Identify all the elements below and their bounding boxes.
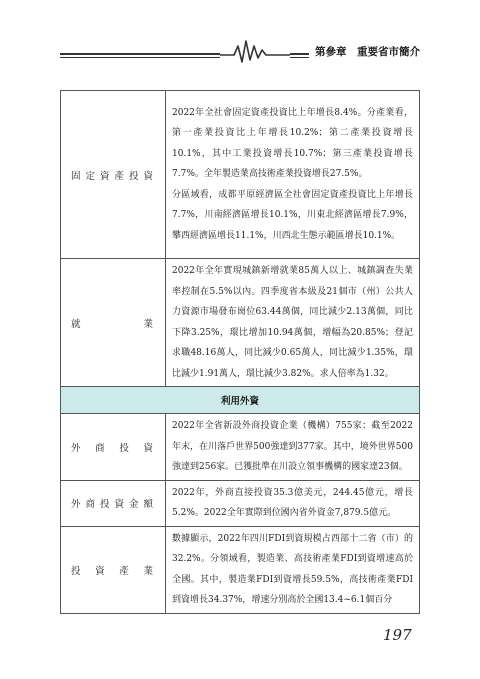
content-paragraph: 2022年全省新設外商投資企業（機構）755家；截至2022年末，在川落戶世界500強達到377家。其中，境外世界500強達到256家。已獲批準在川設立領事機構的國家達23個。: [172, 421, 413, 472]
row-content: [166, 414, 420, 481]
content-paragraph: 2022年全社會固定資產投資比上年增長8.4%。分產業看，第一產業投資比上年增長10.2%；第二產業投資增長10.1%，其中工業投資增長10.7%；第三產業投資增長7.7%。全年製造業高技術產業投資增長27.5%。: [172, 107, 413, 180]
heartbeat-pulse-icon: [220, 38, 290, 64]
table-row-employment: [61, 259, 420, 387]
table-row-fixed-asset-investment: [61, 91, 420, 259]
content-paragraph: 2022年全年實現城鎮新增就業85萬人以上、城鎮調查失業率控制在5.5%以內。四季度省本級及21個市（州）公共人力資源市場發布崗位63.44萬個，同比減少2.13萬個，同比下降3.25%，環比增加10.94萬個，增幅為20.85%；登記求職48.16萬人，同比減少0.65萬人，同比減少1.35%，環比減少1.91萬人，環比減少3.82%。求人倍率為1.32。: [172, 266, 413, 379]
row-label: 就業: [61, 259, 166, 387]
row-label: 外商投資金額: [61, 480, 166, 526]
section-heading: 利用外資: [61, 387, 420, 414]
row-content: [166, 526, 420, 613]
content-paragraph: 數據顯示，2022年四川FDI到資規模占西部十二省（市）的32.2%。分領域看，製造業、高技術產業FDI到資增速高於全國。其中，製造業FDI到資增長59.5%，高技術產業FDI到資增長34.37%，增速分別高於全國13.4~6.1個百分: [172, 533, 413, 605]
chapter-title: 第參章 重要省市簡介: [309, 44, 420, 59]
section-row-foreign-investment: [61, 387, 420, 414]
row-label: 固定資產投資: [61, 91, 166, 259]
table-row-foreign-investment-amount: [61, 480, 420, 526]
content-paragraph: 2022年，外商直接投資35.3億美元，244.45億元，增長5.2%。2022全年實際到位國內省外資金7,879.5億元。: [172, 487, 413, 518]
table-row-investment-industry: [61, 526, 420, 613]
row-label: 投資產業: [61, 526, 166, 613]
page-header: [60, 36, 420, 66]
row-content: [166, 480, 420, 526]
page-number: 197: [383, 626, 412, 644]
row-content: [166, 91, 420, 259]
info-table: [60, 90, 420, 614]
row-content: [166, 259, 420, 387]
table-row-foreign-investment: [61, 414, 420, 481]
content-paragraph: 分區域看，成都平原經濟區全社會固定資產投資比上年增長7.7%，川南經濟區增長10.1%，川東北經濟區增長7.9%，攀西經濟區增長11.1%，川西北生態示範區增長10.1%。: [172, 189, 413, 241]
row-label: 外商投資: [61, 414, 166, 481]
